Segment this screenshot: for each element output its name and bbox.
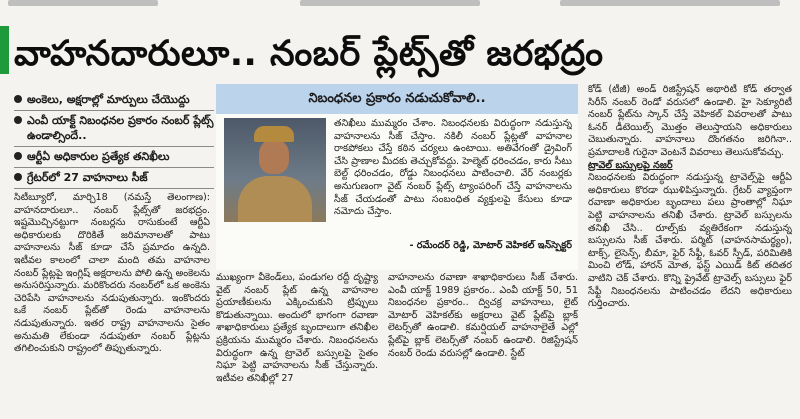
- paragraph: సిటీబ్యూరో, మార్చి18 (నమస్తే తెలంగాణ): వాహనదారులూ.. నంబర్ ప్లేట్స్‌తో జరభద్రం. ఇష్టమొచ్చినట్టుగా నంబర్లను రాసుకుంటే ఆర్టీఏ అధికారులకు దొరికితే జరిమానాలతో పాటు వాహనాలను సీజ్ కూడా చేసే ప్రమాదం ఉన్నది. ఇటీవల కాలంలో చాలా మంది తమ వాహనాల నంబర్ ప్లేట్లపై ఇంగ్లిష్ అక్షరాలను పోలి ఉన్న అంకెలను అనుసరిస్తున్నారు. మరికొందరు నంబర్‌లో ఒక అంకెను చెరిపేసి వాహనాలను నడుపుతున్నారు. ఇంకొందరు ఒకే నంబర్ ప్లేట్‌తో రెండు వాహనాలను నడుపుతున్నారు. ఇతర రాష్ట్ర వాహనాలను సైతం అనుమతి లేకుండా నడుపుతూ నంబర్ ప్లేట్లను తగిలించుకుని రాష్ట్రంలో తిప్పుతున్నారు.: [14, 192, 210, 355]
- article-column-2: [216, 272, 378, 414]
- subheading: ట్రావెల్ బస్సులపై నజర్: [588, 159, 673, 171]
- quote-signature: - రమేందర్ రెడ్డి, మోటార్ వెహికల్ ఇన్‌స్పెక్టర్: [409, 240, 572, 251]
- uniform-shape: [238, 176, 312, 222]
- top-cropped-strip: [0, 0, 800, 10]
- officer-photo: [224, 118, 326, 222]
- paragraph: ముఖ్యంగా వీకెండ్‌లు, పండుగల రద్దీ దృష్ట్యా వైట్ నంబర్ ప్లేట్ ఉన్న వాహనాల ప్రయాణీకులను ఎక్కించుకుని ట్రిప్పులు కొడుతున్నాయి. అందులో భాగంగా రవాణా శాఖాధికారులు ప్రత్యేక బృందాలుగా తనిఖీల ప్రక్రియను ముమ్మరం చేశారు. నిబంధనలను విరుద్ధంగా ఉన్న ట్రావెల్ బస్సులపై సైతం నిఘా పెట్టి వాహనాలను సీజ్ చేస్తున్నారు. ఇటీవల తనిఖీల్లో 27: [216, 272, 378, 384]
- bullet-dot-icon: [14, 173, 22, 181]
- cropped-text-line: [8, 0, 158, 6]
- article-column-1: [14, 192, 210, 414]
- cropped-text-line: [300, 0, 480, 6]
- highlight-item: ఆర్టీఏ అధికారుల ప్రత్యేక తనిఖీలు: [14, 147, 214, 168]
- highlights-list: [14, 90, 214, 189]
- paragraph: నిబంధనలకు విరుద్ధంగా నడుస్తున్న ట్రావెల్స్‌పై ఆర్టీఏ అధికారులు కొరడా ఝుళిపిస్తున్నారు. గ్రేటర్ వ్యాప్తంగా రవాణా అధికారుల బృందాలు పలు ప్రాంతాల్లో నిఘా పెట్టి వాహనాలను తనిఖీ చేశారు. ట్రావెల్ బస్సులను తనిఖీ చేసి.. రూల్స్‌కు వ్యతిరేకంగా నడుస్తున్న బస్సులను సీజ్ చేశారు. పర్మిట్ (వాహనసామర్థ్యం), టాక్స్, లైసెన్స్, బీమా, ఫైర్ సేఫ్టీ, ఓవర్ స్పీడ్, పరిమితికి మించి లోడ్, హారన్ మోత, ఫస్ట్ ఎయిడ్ కిట్ తదితర వాటిని చెక్ చేశారు. కొన్ని ప్రైవేట్ ట్రావెల్స్ బస్సులు ఫైర్ సేఫ్టీ నిబంధనలను పాటించడం లేదని అధికారులు గుర్తించారు.: [588, 172, 792, 310]
- face-shape: [259, 140, 289, 174]
- paragraph: వాహనాలను రవాణా శాఖాధికారులు సీజ్ చేశారు. ఎంవీ యాక్ట్ 1989 ప్రకారం.. ఎంవీ యాక్ట్ 50, 51 నిబంధనల ప్రకారం.. ద్విచక్ర వాహనాలు, లైట్ మోటార్ వెహికల్‌కు అక్షరాలు వైట్ ప్లేట్‌పై బ్లాక్ లెటర్స్‌తో ఉండాలి. కమర్షియల్ వాహనాలైతే ఎల్లో ప్లేట్‌పై బ్లాక్ లెటర్స్‌తో నంబర్ ఉండాలి. రిజిస్ట్రేషన్ నంబర్ రెండు వరుసల్లో ఉండాలి. స్టేట్: [388, 272, 578, 359]
- bullet-dot-icon: [14, 95, 22, 103]
- cap-shape: [254, 126, 294, 142]
- paragraph: కోడ్ (టీజీ) అండ్ రిజిస్ట్రేషన్ అథారిటీ కోడ్ తర్వాత సిరీస్ నంబర్ రెండో వరుసలో ఉండాలి. హై సెక్యూరిటీ నంబర్ ప్లేట్‌ను స్కాన్ చేస్తే వెహికల్ వివరాలతో పాటు ఓనర్ డీటెయిల్స్ మొత్తం తెలుస్తాయని అధికారులు చెబుతున్నారు. వాహనాలు దొంగతనం జరిగినా.. ప్రమాదాలకి గురైనా వెంటనే వివరాలు తెలుసుకోవచ్చు.: [588, 84, 792, 158]
- cropped-text-line: [560, 0, 780, 6]
- quote-text: తనిఖీలు ముమ్మరం చేశాం. నిబంధనలకు విరుద్ధంగా నడుస్తున్న వాహనాలను సీజ్ చేస్తాం. నకిలీ నంబర్ ప్లేట్లతో వాహనాల రాకపోకలు చేస్తే కఠిన చర్యలు ఉంటాయి. అతివేగంతో డ్రైవింగ్ చేసి ప్రాణాల మీదకు తెచ్చుకోవద్దు. హెల్మెట్ ధరించడం, కారు సీటు బెల్ట్ ధరించడం, రోడ్డు నిబంధనలు పాటించాలి. వేర్ నంబర్లకు అనుగుణంగా వైట్ నంబర్ ప్లేట్స్ ట్యాంపరింగ్ చేస్తే వాహనాలను సీజ్ చేయడంతో పాటు సంబంధిత వ్యక్తులపై కేసులు కూడా నమోదు చేస్తాం.: [334, 118, 572, 218]
- bullet-dot-icon: [14, 116, 22, 124]
- highlight-item: ఎంవీ యాక్ట్ నిబంధనల ప్రకారం నంబర్ ప్లేట్స్ ఉండాల్సిందే..: [14, 111, 214, 147]
- article-column-3: [388, 272, 578, 414]
- section-accent-bar: [0, 26, 9, 74]
- quote-box: [216, 84, 578, 270]
- article-column-4: [588, 84, 792, 414]
- quote-title: నిబంధనల ప్రకారం నడుచుకోవాలి..: [216, 84, 578, 114]
- headline: వాహనదారులూ.. నంబర్ ప్లేట్స్‌తో జరభద్రం: [14, 34, 604, 74]
- bullet-dot-icon: [14, 152, 22, 160]
- highlight-item: గ్రేటర్‌లో 27 వాహనాలు సీజ్: [14, 168, 214, 189]
- highlight-item: అంకెలు, అక్షరాల్లో మార్పులు చేయొద్దు: [14, 90, 214, 111]
